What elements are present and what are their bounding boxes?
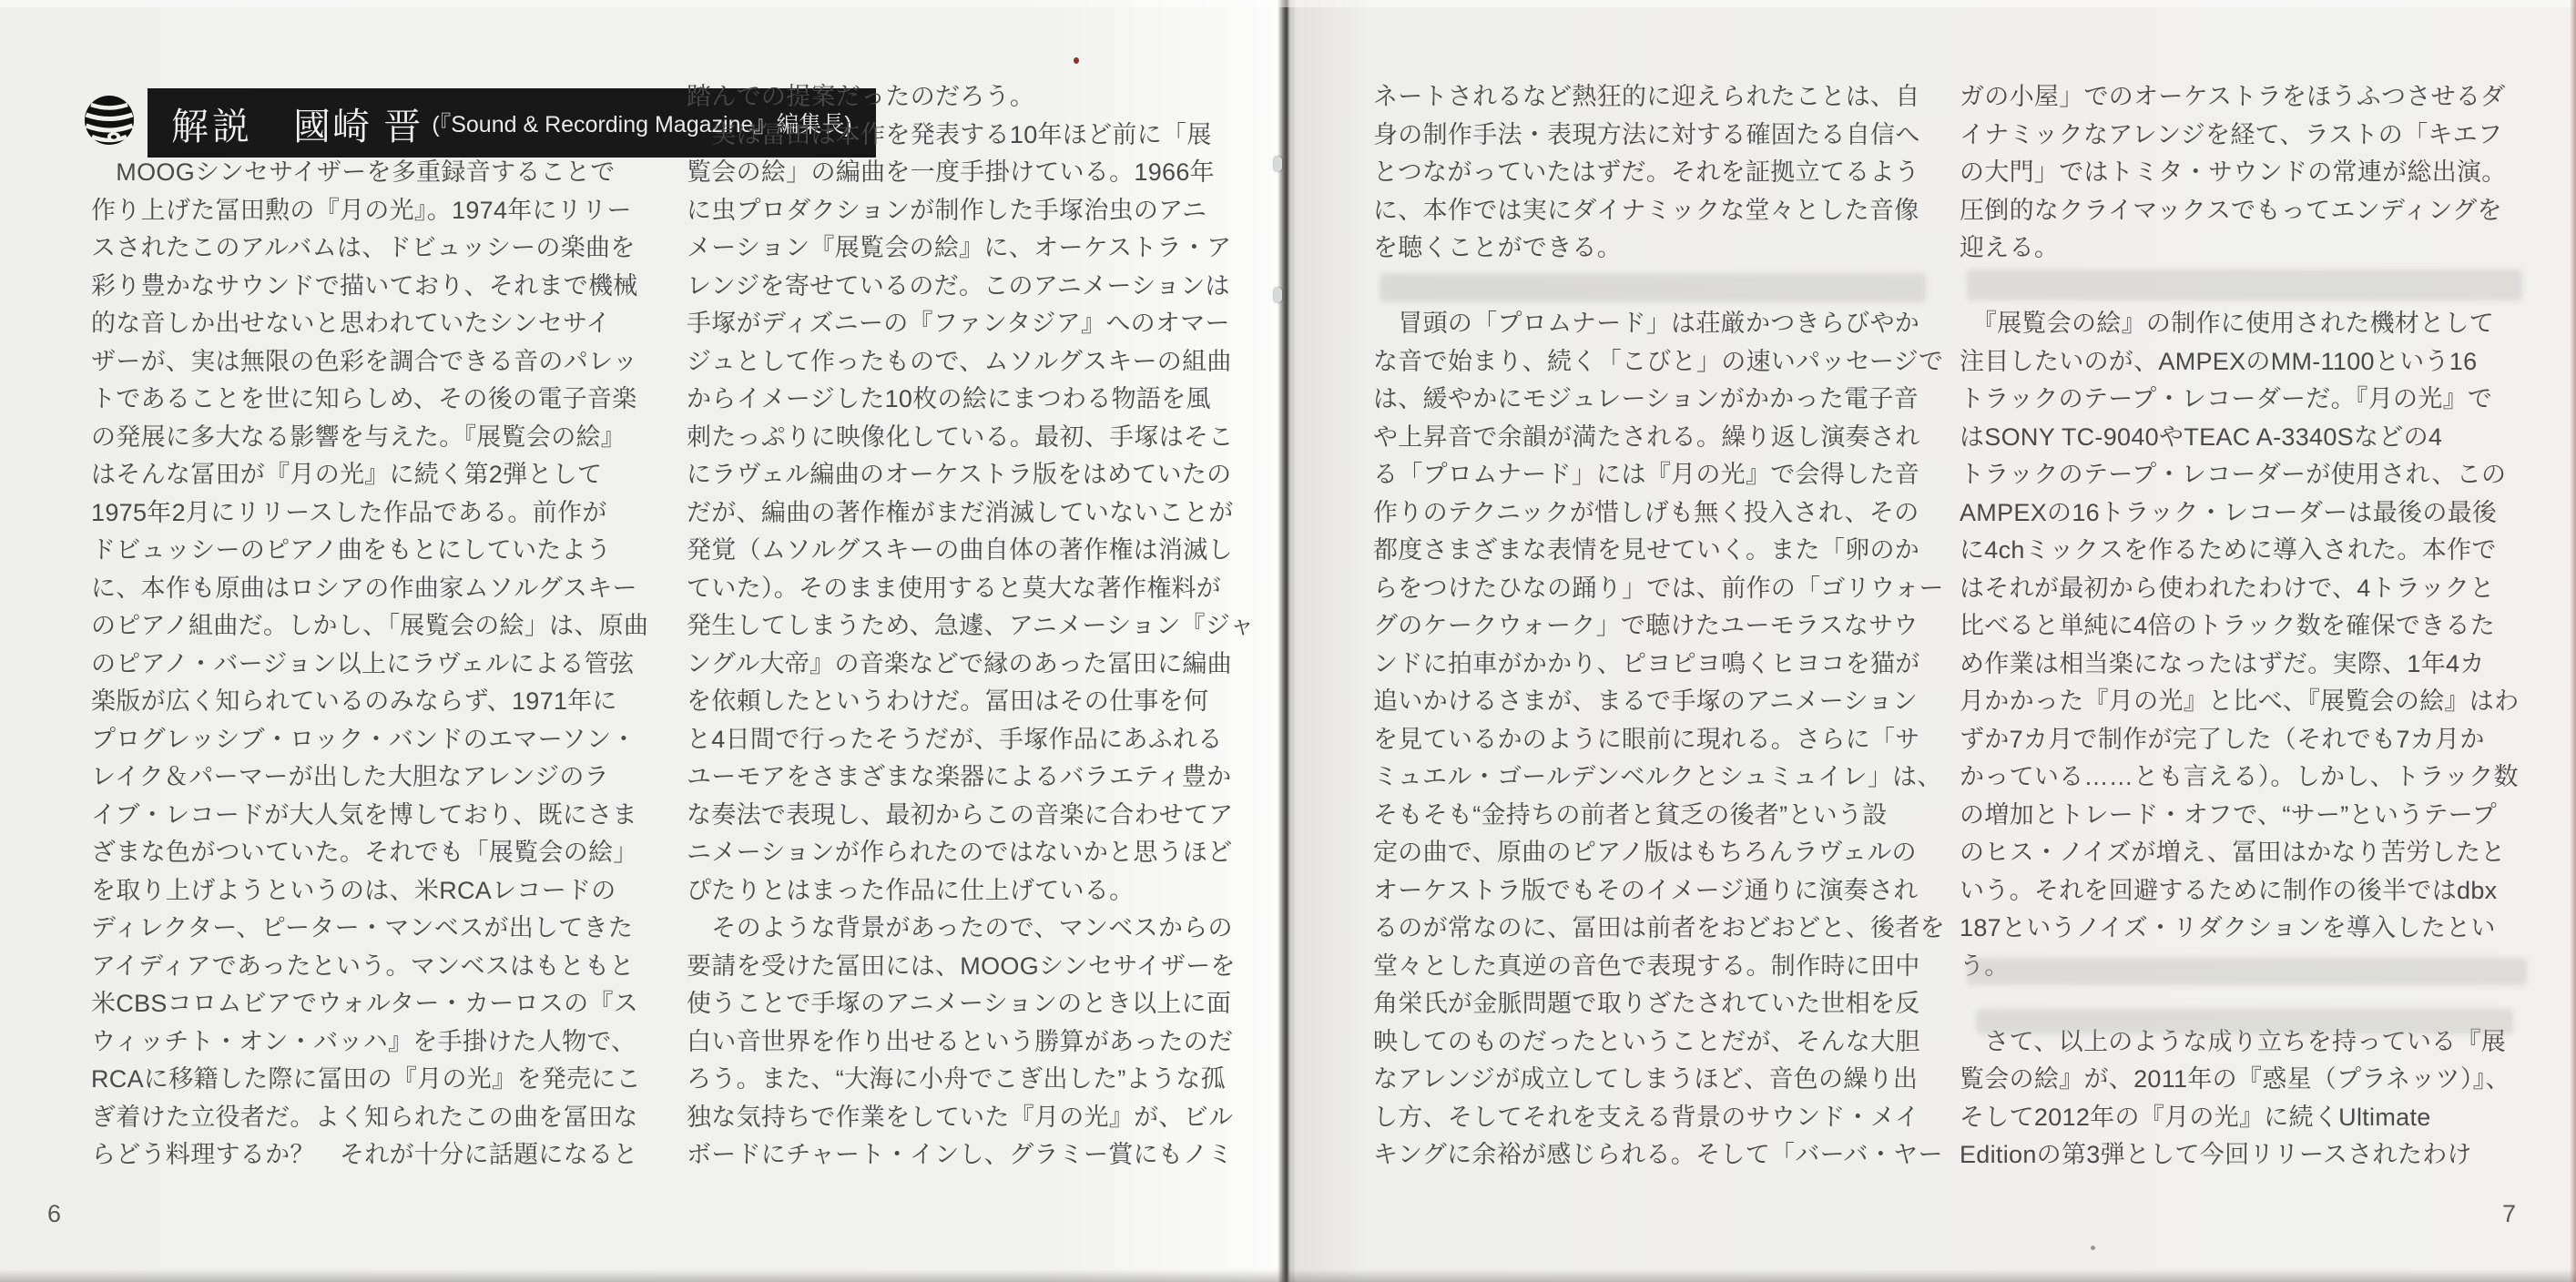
text-line: MOOGシンセサイザーを多重録音することで [91,158,616,186]
text-line: トラックのテープ・レコーダーだ。『月の光』で [1960,385,2493,412]
text-line: な奏法で表現し、最初からこの音楽に合わせてア [687,800,1234,829]
text-line: 使うことで手塚のアニメーションのとき以上に面 [687,990,1232,1017]
text-line: らどう料理するか？ それが十分に話題になると [91,1141,638,1168]
text-line: 注目したいのが、AMPEXのMM-1100という16 [1960,347,2478,375]
text-line: 『展覧会の絵』の制作に使用された機材として [1960,310,2495,337]
text-line: プログレッシブ・ロック・バンドのエマーソン・ [91,725,636,753]
text-line: はSONY TC-9040やTEAC A-3340Sなどの4 [1960,422,2443,451]
text-line: 発生してしまうため、急遽、アニメーション『ジャ [687,612,1255,639]
text-line: らをつけたひなの踊り」では、前作の「ゴリウォー [1373,574,1944,602]
text-line: イナミックなアレンジを経て、ラストの「キエフ [1960,120,2503,148]
text-line: スされたこのアルバムは、ドビュッシーの楽曲を [91,234,636,261]
text-line: RCAに移籍した際に冨田の『月の光』を発売にこ [91,1065,641,1093]
header-label: 解説 [171,105,253,148]
text-line: は、緩やかにモジュレーションがかかった電子音 [1373,385,1919,412]
text-line: トラックのテープ・レコーダーが使用され、この [1960,461,2507,488]
text-column-2 [687,78,1253,1175]
text-line: ニメーションが作られたのではないかと思うほど [687,839,1233,866]
text-line: 覧会の絵』が、2011年の『惑星（プラネッツ）』、 [1960,1065,2510,1093]
text-line: ろう。また、“大海に小舟でこぎ出した”ような孤 [687,1065,1226,1093]
page-number-left: 6 [47,1200,62,1227]
text-line: ドビュッシーのピアノ曲をもとにしていたよう [91,536,612,564]
text-line: レンジを寄せているのだ。このアニメーションは [687,271,1230,300]
text-line: Editionの第3弾として今回リリースされたわけ [1960,1141,2472,1168]
text-line: に4chミックスを作るために導入された。本作で [1960,536,2497,564]
showthrough-smudge [1967,270,2522,300]
text-line: なアレンジが成立してしまうほど、音色の繰り出 [1373,1065,1919,1093]
text-line: と4日間で行ったそうだが、手塚作品にあふれる [687,725,1223,753]
text-line: を取り上げようというのは、米RCAレコードの [91,876,616,904]
text-line: 作り上げた冨田勲の『月の光』。1974年にリリー [91,196,632,224]
text-line: の発展に多大なる影響を与えた。『展覧会の絵』 [91,422,626,451]
header-author: 國崎 晋 [293,105,423,148]
text-column-3 [1373,78,1945,1175]
text-line: 作りのテクニックが惜しげも無く投入され、その [1373,498,1919,526]
text-line: グのケークウォーク」で聴けたユーモラスなサウ [1373,612,1919,639]
text-line: な音で始まり、続く「こびと」の速いパッセージで [1373,347,1944,375]
text-line: ジュとして作ったもので、ムソルグスキーの組曲 [687,347,1232,375]
scan-edge-bottom [0,1269,2576,1282]
text-line: ネートされるなど熱狂的に迎えられたことは、自 [1373,83,1920,110]
text-line: 的な音しか出せないと思われていたシンセサイ [91,310,611,337]
text-line: め作業は相当楽になったはずだ。実際、1年4カ [1960,649,2485,677]
text-line: を依頼したというわけだ。冨田はその仕事を何 [687,687,1209,715]
text-line: ングル大帝』の音楽などで縁のあった冨田に編曲 [687,649,1232,677]
text-line: ザーが、実は無限の色彩を調合できる音のパレッ [91,347,638,375]
text-line: 堂々とした真逆の音色で表現する。制作時に田中 [1373,951,1920,980]
text-line: 覧会の絵」の編曲を一度手掛けている。1966年 [687,158,1215,186]
text-line: 米CBSコロムビアでウォルター・カーロスの『ス [91,990,639,1017]
showthrough-smudge [1967,958,2527,985]
text-line: レイク＆パーマーが出した大胆なアレンジのラ [91,763,609,790]
text-line: のピアノ組曲だ。しかし、「展覧会の絵」は、原曲 [91,612,649,639]
text-line: う。 [1960,951,2010,980]
text-line: さて、以上のような成り立ちを持っている『展 [1960,1027,2507,1055]
text-line: ぎ着けた立役者だ。よく知られたこの曲を冨田な [91,1103,638,1131]
text-line: ボードにチャート・インし、グラミー賞にもノミ [687,1141,1233,1168]
text-line: を見ているかのように眼前に現れる。さらに「サ [1373,725,1920,753]
text-line: ざまな色がついていた。それでも「展覧会の絵」 [91,839,638,866]
text-line: し方、そしてそれを支える背景のサウンド・メイ [1373,1103,1920,1131]
showthrough-smudge [1380,273,1926,302]
text-line: はそれが最初から使われたわけで、4トラックと [1960,574,2495,602]
text-line: ディレクター、ピーター・マンベスが出してきた [91,914,634,941]
text-line: 彩り豊かなサウンドで描いており、それまで機械 [91,271,638,300]
text-line: 月かかった『月の光』と比べ、『展覧会の絵』はわ [1960,687,2520,715]
text-line: 187というノイズ・リダクションを導入したとい [1960,914,2496,941]
text-line: ンドに拍車がかかり、ピヨピヨ鳴くヒヨコを猫が [1373,649,1920,677]
text-line: ユーモアをさまざまな楽器によるバラエティ豊か [687,763,1232,790]
text-line: イブ・レコードが大人気を博しており、既にさま [91,800,637,829]
text-line: 比べると単純に4倍のトラック数を確保できるた [1960,612,2496,639]
text-line: 圧倒的なクライマックスでもってエンディングを [1960,196,2502,224]
text-line: るのが常なのに、冨田は前者をおどおどと、後者を [1373,914,1945,941]
text-line: そのような背景があったので、マンベスからの [687,914,1233,941]
text-line: の増加とトレード・オフで、“サー”というテープ [1960,800,2497,829]
text-line: ガの小屋」でのオーケストラをほうふつさせるダ [1960,83,2506,110]
text-line: や上昇音で余韻が満たされる。繰り返し演奏され [1373,422,1920,451]
scan-edge-top [0,0,2576,7]
text-line: 白い音世界を作り出せるという勝算があったのだ [687,1027,1234,1055]
text-line: に虫プロダクションが制作した手塚治虫のアニ [687,196,1207,224]
text-line: ていた）。そのまま使用すると莫大な著作権料が [687,574,1222,602]
header-affiliation: (『Sound & Recording Magazine』編集長) [432,112,852,137]
text-line: からイメージした10枚の絵にまつわる物語を風 [687,385,1211,412]
showthrough-smudge [1976,1009,2513,1034]
page-number-right: 7 [2502,1200,2517,1227]
text-line: 手塚がディズニーの『ファンタジア』へのオマー [687,310,1230,337]
text-line: メーション『展覧会の絵』に、オーケストラ・ア [687,234,1232,261]
text-line: ウィッチト・オン・バッハ』を手掛けた人物で、 [91,1027,636,1055]
text-line: トであることを世に知らしめ、その後の電子音楽 [91,385,637,412]
text-line: 踏んでの提案だったのだろう。 [687,83,1035,110]
text-line: の大門」ではトミタ・サウンドの常連が総出演。 [1960,158,2507,186]
text-line: いう。それを回避するために制作の後半ではdbx [1960,876,2498,904]
text-line: ミュエル・ゴールデンベルクとシュミュイレ」は、 [1373,763,1942,790]
scan-edge-right [2570,0,2576,1282]
text-line: ずか7カ月で制作が完了した（それでも7カ月か [1960,725,2485,753]
text-line: アイディアであったという。マンベスはもともと [91,951,635,980]
text-line: とつながっていたはずだ。それを証拠立てるよう [1373,158,1920,186]
text-line: のヒス・ノイズが増え、冨田はかなり苦労したと [1960,839,2506,866]
text-line: だが、編曲の著作権がまだ消滅していないことが [687,498,1234,526]
text-line: オーケストラ版でもそのイメージ通りに演奏され [1373,876,1919,904]
text-column-1 [91,154,657,1175]
text-line: 要請を受けた冨田には、MOOGシンセサイザーを [687,951,1236,980]
text-line: かっている……とも言える）。しかし、トラック数 [1960,763,2519,790]
dust-speck [1074,57,1079,64]
text-line: 身の制作手法・表現方法に対する確固たる自信へ [1373,120,1920,148]
text-line: 定の曲で、原曲のピアノ版はもちろんラヴェルの [1373,839,1917,866]
text-line: る「プロムナード」には『月の光』で会得した音 [1373,461,1920,488]
text-line: はそんな冨田が『月の光』に続く第2弾として [91,461,603,488]
text-line: 迎える。 [1960,234,2060,261]
text-line: ぴたりとはまった作品に仕上げている。 [687,876,1135,904]
text-line: 都度さまざまな表情を見せていく。また「卵のか [1373,536,1920,564]
text-line: 独な気持ちで作業をしていた『月の光』が、ビル [687,1103,1234,1131]
text-line: 1975年2月にリリースした作品である。前作が [91,498,607,526]
text-line: 発覚（ムソルグスキーの曲自体の著作権は消滅し [687,536,1233,564]
center-fold [1278,0,1296,1282]
text-line: そもそも“金持ちの前者と貧乏の後者”という設 [1373,800,1888,829]
text-line: 楽版が広く知られているのみならず、1971年に [91,687,617,715]
text-line: に、本作では実にダイナミックな堂々とした音像 [1373,196,1919,224]
dust-speck [2091,1246,2095,1250]
text-line: のピアノ・バージョン以上にラヴェルによる管弦 [91,649,635,677]
text-line: AMPEXの16トラック・レコーダーは最後の最後 [1960,498,2498,526]
text-line: 映してのものだったということだが、そんな大胆 [1373,1027,1920,1055]
text-line: 追いかけるさまが、まるで手塚のアニメーション [1373,687,1918,715]
text-line: そして2012年の『月の光』に続くUltimate [1960,1103,2431,1131]
text-line: にラヴェル編曲のオーケストラ版をはめていたの [687,461,1232,488]
text-line: 角栄氏が金脈問題で取りざたされていた世相を反 [1373,990,1920,1017]
text-line: に、本作も原曲はロシアの作曲家ムソルグスキー [91,574,637,602]
staple [1274,157,1282,171]
text-line: 刺たっぷりに映像化している。最初、手塚はそこ [687,422,1234,451]
text-line: を聴くことができる。 [1373,234,1622,261]
text-line: 冒頭の「プロムナード」は荘厳かつきらびやか [1373,310,1920,337]
text-line: 実は冨田は本作を発表する10年ほど前に「展 [687,120,1212,148]
striped-sphere-icon [82,94,137,153]
staple [1274,288,1282,302]
text-line: キングに余裕が感じられる。そして「バーバ・ヤー [1373,1141,1943,1168]
